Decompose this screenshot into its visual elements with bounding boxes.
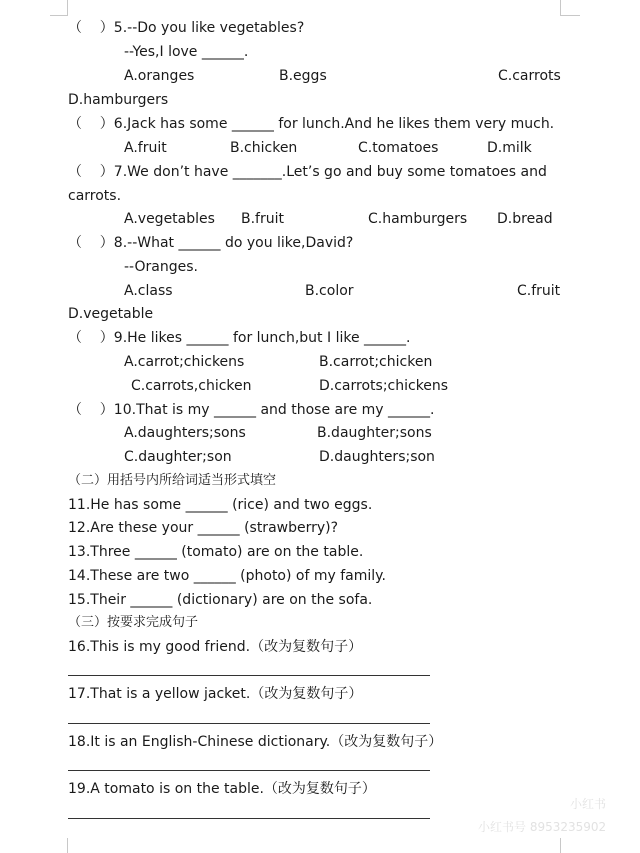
fill-item-15: 15.Their ______ (dictionary) are on the sofa. bbox=[68, 592, 373, 608]
crop-mark-top-right-h bbox=[560, 15, 580, 16]
q6-option-d: D.milk bbox=[487, 140, 532, 156]
q8-option-b: B.color bbox=[305, 283, 354, 299]
crop-mark-bottom-left bbox=[67, 838, 68, 853]
q10-option-d: D.daughters;son bbox=[319, 449, 435, 465]
section-2-heading: （二）用括号内所给词适当形式填空 bbox=[68, 473, 277, 488]
q9-option-c: C.carrots,chicken bbox=[131, 378, 252, 394]
answer-line-16 bbox=[68, 675, 430, 676]
watermark-id: 小红书号 8953235902 bbox=[478, 820, 607, 834]
rewrite-item-18: 18.It is an English-Chinese dictionary.（改为复数句子） bbox=[68, 734, 443, 750]
crop-mark-top-left-h bbox=[50, 15, 68, 16]
q7-option-a: A.vegetables bbox=[124, 211, 215, 227]
question-8-line2: --Oranges. bbox=[124, 259, 198, 275]
crop-mark-bottom-right bbox=[560, 838, 561, 853]
q9-option-b: B.carrot;chicken bbox=[319, 354, 433, 370]
fill-item-13: 13.Three ______ (tomato) are on the table. bbox=[68, 544, 364, 560]
question-5: （ ）5.--Do you like vegetables? bbox=[68, 20, 305, 36]
rewrite-item-19: 19.A tomato is on the table.（改为复数句子） bbox=[68, 781, 376, 797]
q5-option-a: A.oranges bbox=[124, 68, 195, 84]
question-7-line2: carrots. bbox=[68, 188, 122, 204]
question-9: （ ）9.He likes ______ for lunch,but I like ______. bbox=[68, 330, 411, 346]
answer-line-19 bbox=[68, 818, 430, 819]
crop-mark-top-left bbox=[67, 0, 68, 16]
question-5-line2: --Yes,I love ______. bbox=[124, 44, 249, 60]
question-8: （ ）8.--What ______ do you like,David? bbox=[68, 235, 354, 251]
answer-line-17 bbox=[68, 723, 430, 724]
fill-item-11: 11.He has some ______ (rice) and two eggs. bbox=[68, 497, 373, 513]
q7-option-d: D.bread bbox=[497, 211, 553, 227]
q10-option-b: B.daughter;sons bbox=[317, 425, 432, 441]
crop-mark-top-right bbox=[560, 0, 561, 16]
q7-option-c: C.hamburgers bbox=[368, 211, 468, 227]
section-3-heading: （三）按要求完成句子 bbox=[68, 615, 199, 630]
q6-option-b: B.chicken bbox=[230, 140, 298, 156]
question-10: （ ）10.That is my ______ and those are my ______. bbox=[68, 402, 435, 418]
watermark-logo: 小红书 bbox=[570, 797, 607, 811]
q8-option-c: C.fruit bbox=[517, 283, 561, 299]
fill-item-14: 14.These are two ______ (photo) of my family. bbox=[68, 568, 386, 584]
q10-option-c: C.daughter;son bbox=[124, 449, 232, 465]
q9-option-a: A.carrot;chickens bbox=[124, 354, 245, 370]
rewrite-item-16: 16.This is my good friend.（改为复数句子） bbox=[68, 639, 363, 655]
q8-option-d: D.vegetable bbox=[68, 306, 154, 322]
q6-option-c: C.tomatoes bbox=[358, 140, 439, 156]
question-7: （ ）7.We don’t have _______.Let’s go and buy some tomatoes and bbox=[68, 164, 547, 180]
q9-option-d: D.carrots;chickens bbox=[319, 378, 449, 394]
q5-option-b: B.eggs bbox=[279, 68, 327, 84]
q6-option-a: A.fruit bbox=[124, 140, 167, 156]
question-6: （ ）6.Jack has some ______ for lunch.And he likes them very much. bbox=[68, 116, 555, 132]
q7-option-b: B.fruit bbox=[241, 211, 284, 227]
answer-line-18 bbox=[68, 770, 430, 771]
q8-option-a: A.class bbox=[124, 283, 173, 299]
q5-option-c: C.carrots bbox=[498, 68, 561, 84]
q5-option-d: D.hamburgers bbox=[68, 92, 169, 108]
fill-item-12: 12.Are these your ______ (strawberry)? bbox=[68, 520, 339, 536]
q10-option-a: A.daughters;sons bbox=[124, 425, 246, 441]
rewrite-item-17: 17.That is a yellow jacket.（改为复数句子） bbox=[68, 686, 363, 702]
